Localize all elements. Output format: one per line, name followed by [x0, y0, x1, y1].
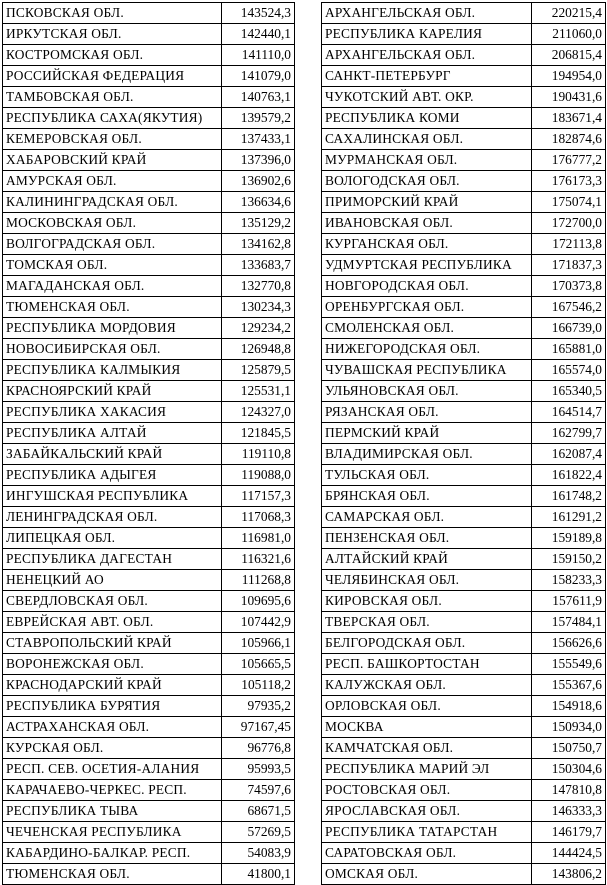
table-row: [322, 234, 606, 255]
table-row: [322, 24, 606, 45]
region-name-cell: ОМСКАЯ ОБЛ.: [322, 864, 532, 885]
region-name-cell: ЧУКОТСКИЙ АВТ. ОКР.: [322, 87, 532, 108]
region-name-cell: ИНГУШСКАЯ РЕСПУБЛИКА: [3, 486, 222, 507]
table-row: [322, 45, 606, 66]
table-row: [322, 171, 606, 192]
table-row: [3, 66, 295, 87]
table-row: [3, 507, 295, 528]
region-name-cell: ВОЛОГОДСКАЯ ОБЛ.: [322, 171, 532, 192]
table-row: [3, 822, 295, 843]
table-row: [3, 255, 295, 276]
table-row: [322, 66, 606, 87]
region-value-cell: 95993,5: [222, 759, 295, 780]
region-value-cell: 130234,3: [222, 297, 295, 318]
region-name-cell: ТОМСКАЯ ОБЛ.: [3, 255, 222, 276]
table-row: [3, 192, 295, 213]
table-row: [3, 129, 295, 150]
region-value-cell: 116321,6: [222, 549, 295, 570]
region-name-cell: ЧЕЧЕНСКАЯ РЕСПУБЛИКА: [3, 822, 222, 843]
region-value-cell: 121845,5: [222, 423, 295, 444]
region-value-cell: 132770,8: [222, 276, 295, 297]
region-name-cell: САНКТ-ПЕТЕРБУРГ: [322, 66, 532, 87]
region-value-cell: 158233,3: [532, 570, 606, 591]
table-row: [3, 612, 295, 633]
region-value-cell: 141079,0: [222, 66, 295, 87]
region-value-cell: 150934,0: [532, 717, 606, 738]
region-name-cell: РЕСПУБЛИКА САХА(ЯКУТИЯ): [3, 108, 222, 129]
region-value-cell: 97167,45: [222, 717, 295, 738]
region-value-cell: 171837,3: [532, 255, 606, 276]
region-value-cell: 182874,6: [532, 129, 606, 150]
region-value-cell: 190431,6: [532, 87, 606, 108]
table-row: [322, 255, 606, 276]
region-value-cell: 143524,3: [222, 3, 295, 24]
region-value-cell: 129234,2: [222, 318, 295, 339]
region-value-cell: 119088,0: [222, 465, 295, 486]
region-name-cell: ОРЛОВСКАЯ ОБЛ.: [322, 696, 532, 717]
region-value-cell: 220215,4: [532, 3, 606, 24]
region-value-cell: 161748,2: [532, 486, 606, 507]
region-name-cell: КОСТРОМСКАЯ ОБЛ.: [3, 45, 222, 66]
table-row: [322, 360, 606, 381]
table-row: [3, 213, 295, 234]
table-row: [3, 87, 295, 108]
region-value-cell: 164514,7: [532, 402, 606, 423]
region-name-cell: РЕСПУБЛИКА АЛТАЙ: [3, 423, 222, 444]
region-name-cell: АРХАНГЕЛЬСКАЯ ОБЛ.: [322, 45, 532, 66]
table-row: [322, 612, 606, 633]
region-value-cell: 166739,0: [532, 318, 606, 339]
region-name-cell: РЕСПУБЛИКА КАРЕЛИЯ: [322, 24, 532, 45]
region-name-cell: БРЯНСКАЯ ОБЛ.: [322, 486, 532, 507]
region-value-cell: 68671,5: [222, 801, 295, 822]
table-row: [3, 759, 295, 780]
table-row: [322, 717, 606, 738]
region-value-cell: 116981,0: [222, 528, 295, 549]
region-name-cell: КАБАРДИНО-БАЛКАР. РЕСП.: [3, 843, 222, 864]
region-value-cell: 176777,2: [532, 150, 606, 171]
table-row: [322, 318, 606, 339]
region-value-cell: 124327,0: [222, 402, 295, 423]
region-name-cell: ТУЛЬСКАЯ ОБЛ.: [322, 465, 532, 486]
region-name-cell: РЕСП. БАШКОРТОСТАН: [322, 654, 532, 675]
region-value-cell: 135129,2: [222, 213, 295, 234]
region-name-cell: РЯЗАНСКАЯ ОБЛ.: [322, 402, 532, 423]
table-row: [322, 87, 606, 108]
table-row: [3, 402, 295, 423]
region-name-cell: СВЕРДЛОВСКАЯ ОБЛ.: [3, 591, 222, 612]
table-row: [3, 45, 295, 66]
region-value-cell: 172113,8: [532, 234, 606, 255]
region-value-cell: 133683,7: [222, 255, 295, 276]
region-name-cell: АРХАНГЕЛЬСКАЯ ОБЛ.: [322, 3, 532, 24]
table-row: [322, 129, 606, 150]
region-value-cell: 155367,6: [532, 675, 606, 696]
table-row: [3, 276, 295, 297]
region-value-cell: 125879,5: [222, 360, 295, 381]
region-name-cell: САРАТОВСКАЯ ОБЛ.: [322, 843, 532, 864]
table-row: [3, 234, 295, 255]
region-name-cell: КИРОВСКАЯ ОБЛ.: [322, 591, 532, 612]
region-value-cell: 109695,6: [222, 591, 295, 612]
region-value-cell: 161822,4: [532, 465, 606, 486]
region-value-cell: 161291,2: [532, 507, 606, 528]
region-name-cell: РОСТОВСКАЯ ОБЛ.: [322, 780, 532, 801]
region-name-cell: РЕСПУБЛИКА БУРЯТИЯ: [3, 696, 222, 717]
region-value-cell: 146333,3: [532, 801, 606, 822]
region-value-cell: 144424,5: [532, 843, 606, 864]
table-row: [322, 822, 606, 843]
region-value-cell: 165881,0: [532, 339, 606, 360]
table-row: [3, 780, 295, 801]
region-value-cell: 125531,1: [222, 381, 295, 402]
table-row: [3, 318, 295, 339]
table-row: [3, 633, 295, 654]
region-value-cell: 136902,6: [222, 171, 295, 192]
region-name-cell: АМУРСКАЯ ОБЛ.: [3, 171, 222, 192]
region-name-cell: ХАБАРОВСКИЙ КРАЙ: [3, 150, 222, 171]
table-row: [3, 654, 295, 675]
region-value-cell: 211060,0: [532, 24, 606, 45]
region-value-cell: 137433,1: [222, 129, 295, 150]
region-value-cell: 117068,3: [222, 507, 295, 528]
region-name-cell: РЕСПУБЛИКА ХАКАСИЯ: [3, 402, 222, 423]
region-value-cell: 206815,4: [532, 45, 606, 66]
region-name-cell: ЛИПЕЦКАЯ ОБЛ.: [3, 528, 222, 549]
region-name-cell: ЗАБАЙКАЛЬСКИЙ КРАЙ: [3, 444, 222, 465]
region-name-cell: СТАВРОПОЛЬСКИЙ КРАЙ: [3, 633, 222, 654]
region-name-cell: КАЛУЖСКАЯ ОБЛ.: [322, 675, 532, 696]
table-row: [3, 24, 295, 45]
region-name-cell: КАЛИНИНГРАДСКАЯ ОБЛ.: [3, 192, 222, 213]
region-value-cell: 159189,8: [532, 528, 606, 549]
region-value-cell: 157611,9: [532, 591, 606, 612]
region-name-cell: РЕСП. СЕВ. ОСЕТИЯ-АЛАНИЯ: [3, 759, 222, 780]
region-value-cell: 172700,0: [532, 213, 606, 234]
table-row: [3, 339, 295, 360]
region-name-cell: ИРКУТСКАЯ ОБЛ.: [3, 24, 222, 45]
region-value-cell: 150304,6: [532, 759, 606, 780]
table-row: [322, 654, 606, 675]
region-table-right: [321, 2, 606, 885]
table-row: [3, 108, 295, 129]
region-value-cell: 157484,1: [532, 612, 606, 633]
table-row: [322, 3, 606, 24]
region-value-cell: 139579,2: [222, 108, 295, 129]
region-name-cell: КАМЧАТСКАЯ ОБЛ.: [322, 738, 532, 759]
table-row: [3, 801, 295, 822]
region-value-cell: 146179,7: [532, 822, 606, 843]
region-value-cell: 167546,2: [532, 297, 606, 318]
table-row: [3, 738, 295, 759]
region-value-cell: 134162,8: [222, 234, 295, 255]
table-row: [3, 717, 295, 738]
region-name-cell: ИВАНОВСКАЯ ОБЛ.: [322, 213, 532, 234]
region-value-cell: 143806,2: [532, 864, 606, 885]
region-name-cell: ВОЛГОГРАДСКАЯ ОБЛ.: [3, 234, 222, 255]
region-value-cell: 176173,3: [532, 171, 606, 192]
region-name-cell: ЛЕНИНГРАДСКАЯ ОБЛ.: [3, 507, 222, 528]
region-name-cell: ПЕНЗЕНСКАЯ ОБЛ.: [322, 528, 532, 549]
region-name-cell: ЯРОСЛАВСКАЯ ОБЛ.: [322, 801, 532, 822]
region-value-cell: 170373,8: [532, 276, 606, 297]
region-value-cell: 126948,8: [222, 339, 295, 360]
region-name-cell: АЛТАЙСКИЙ КРАЙ: [322, 549, 532, 570]
table-row: [322, 759, 606, 780]
region-value-cell: 141110,0: [222, 45, 295, 66]
table-row: [3, 591, 295, 612]
region-name-cell: ПСКОВСКАЯ ОБЛ.: [3, 3, 222, 24]
table-row: [3, 150, 295, 171]
region-value-cell: 156626,6: [532, 633, 606, 654]
region-name-cell: НОВОСИБИРСКАЯ ОБЛ.: [3, 339, 222, 360]
region-name-cell: МОСКВА: [322, 717, 532, 738]
table-row: [3, 3, 295, 24]
region-name-cell: УЛЬЯНОВСКАЯ ОБЛ.: [322, 381, 532, 402]
table-row: [322, 591, 606, 612]
table-row: [3, 360, 295, 381]
table-row: [322, 549, 606, 570]
region-value-cell: 162087,4: [532, 444, 606, 465]
region-value-cell: 57269,5: [222, 822, 295, 843]
region-value-cell: 147810,8: [532, 780, 606, 801]
region-name-cell: ВЛАДИМИРСКАЯ ОБЛ.: [322, 444, 532, 465]
region-name-cell: САМАРСКАЯ ОБЛ.: [322, 507, 532, 528]
region-value-cell: 105966,1: [222, 633, 295, 654]
region-value-cell: 119110,8: [222, 444, 295, 465]
region-value-cell: 137396,0: [222, 150, 295, 171]
table-row: [322, 213, 606, 234]
region-value-cell: 54083,9: [222, 843, 295, 864]
region-name-cell: КРАСНОЯРСКИЙ КРАЙ: [3, 381, 222, 402]
region-name-cell: МУРМАНСКАЯ ОБЛ.: [322, 150, 532, 171]
region-name-cell: САХАЛИНСКАЯ ОБЛ.: [322, 129, 532, 150]
table-row: [3, 675, 295, 696]
region-value-cell: 111268,8: [222, 570, 295, 591]
region-value-cell: 96776,8: [222, 738, 295, 759]
table-row: [322, 570, 606, 591]
region-name-cell: ПРИМОРСКИЙ КРАЙ: [322, 192, 532, 213]
region-name-cell: ТЮМЕНСКАЯ ОБЛ.: [3, 864, 222, 885]
table-row: [322, 486, 606, 507]
table-row: [322, 465, 606, 486]
table-row: [3, 528, 295, 549]
region-name-cell: КУРГАНСКАЯ ОБЛ.: [322, 234, 532, 255]
table-row: [322, 843, 606, 864]
region-name-cell: ТВЕРСКАЯ ОБЛ.: [322, 612, 532, 633]
table-row: [322, 780, 606, 801]
region-value-cell: 136634,6: [222, 192, 295, 213]
region-value-cell: 162799,7: [532, 423, 606, 444]
region-name-cell: СМОЛЕНСКАЯ ОБЛ.: [322, 318, 532, 339]
table-row: [322, 108, 606, 129]
table-row: [322, 423, 606, 444]
region-name-cell: КАРАЧАЕВО-ЧЕРКЕС. РЕСП.: [3, 780, 222, 801]
region-table-left: [2, 2, 295, 885]
region-name-cell: МОСКОВСКАЯ ОБЛ.: [3, 213, 222, 234]
table-row: [322, 276, 606, 297]
region-name-cell: ЧЕЛЯБИНСКАЯ ОБЛ.: [322, 570, 532, 591]
region-value-cell: 165574,0: [532, 360, 606, 381]
table-row: [3, 843, 295, 864]
table-row: [3, 864, 295, 885]
region-value-cell: 97935,2: [222, 696, 295, 717]
table-row: [322, 801, 606, 822]
region-name-cell: РЕСПУБЛИКА МОРДОВИЯ: [3, 318, 222, 339]
region-value-cell: 142440,1: [222, 24, 295, 45]
table-row: [3, 696, 295, 717]
region-name-cell: ОРЕНБУРГСКАЯ ОБЛ.: [322, 297, 532, 318]
region-value-cell: 105118,2: [222, 675, 295, 696]
region-name-cell: РЕСПУБЛИКА АДЫГЕЯ: [3, 465, 222, 486]
region-name-cell: РЕСПУБЛИКА МАРИЙ ЭЛ: [322, 759, 532, 780]
table-row: [322, 444, 606, 465]
region-value-cell: 117157,3: [222, 486, 295, 507]
table-row: [322, 192, 606, 213]
region-name-cell: РЕСПУБЛИКА ТЫВА: [3, 801, 222, 822]
table-row: [3, 171, 295, 192]
region-name-cell: ТЮМЕНСКАЯ ОБЛ.: [3, 297, 222, 318]
table-body-right: [322, 3, 606, 885]
region-name-cell: НОВГОРОДСКАЯ ОБЛ.: [322, 276, 532, 297]
region-value-cell: 183671,4: [532, 108, 606, 129]
table-row: [3, 486, 295, 507]
table-row: [322, 339, 606, 360]
region-name-cell: НИЖЕГОРОДСКАЯ ОБЛ.: [322, 339, 532, 360]
table-row: [3, 444, 295, 465]
region-name-cell: КУРСКАЯ ОБЛ.: [3, 738, 222, 759]
region-name-cell: МАГАДАНСКАЯ ОБЛ.: [3, 276, 222, 297]
region-value-cell: 175074,1: [532, 192, 606, 213]
region-name-cell: ВОРОНЕЖСКАЯ ОБЛ.: [3, 654, 222, 675]
region-value-cell: 159150,2: [532, 549, 606, 570]
region-name-cell: КРАСНОДАРСКИЙ КРАЙ: [3, 675, 222, 696]
region-name-cell: БЕЛГОРОДСКАЯ ОБЛ.: [322, 633, 532, 654]
table-row: [322, 633, 606, 654]
region-value-cell: 41800,1: [222, 864, 295, 885]
table-row: [3, 570, 295, 591]
table-row: [3, 297, 295, 318]
table-body-left: [3, 3, 295, 885]
region-name-cell: ТАМБОВСКАЯ ОБЛ.: [3, 87, 222, 108]
region-name-cell: ЧУВАШСКАЯ РЕСПУБЛИКА: [322, 360, 532, 381]
region-name-cell: РЕСПУБЛИКА ДАГЕСТАН: [3, 549, 222, 570]
region-name-cell: ПЕРМСКИЙ КРАЙ: [322, 423, 532, 444]
table-row: [322, 864, 606, 885]
table-row: [322, 297, 606, 318]
region-value-cell: 155549,6: [532, 654, 606, 675]
region-value-cell: 150750,7: [532, 738, 606, 759]
table-row: [322, 528, 606, 549]
table-row: [322, 507, 606, 528]
table-row: [322, 738, 606, 759]
region-value-cell: 194954,0: [532, 66, 606, 87]
region-value-cell: 107442,9: [222, 612, 295, 633]
region-value-cell: 74597,6: [222, 780, 295, 801]
table-row: [322, 402, 606, 423]
region-name-cell: АСТРАХАНСКАЯ ОБЛ.: [3, 717, 222, 738]
region-value-cell: 154918,6: [532, 696, 606, 717]
table-row: [3, 465, 295, 486]
region-name-cell: РЕСПУБЛИКА КОМИ: [322, 108, 532, 129]
region-name-cell: УДМУРТСКАЯ РЕСПУБЛИКА: [322, 255, 532, 276]
region-name-cell: ЕВРЕЙСКАЯ АВТ. ОБЛ.: [3, 612, 222, 633]
table-row: [3, 381, 295, 402]
table-row: [322, 696, 606, 717]
table-row: [3, 549, 295, 570]
region-name-cell: НЕНЕЦКИЙ АО: [3, 570, 222, 591]
table-row: [322, 150, 606, 171]
table-row: [322, 675, 606, 696]
region-value-cell: 105665,5: [222, 654, 295, 675]
region-name-cell: РЕСПУБЛИКА ТАТАРСТАН: [322, 822, 532, 843]
region-value-cell: 165340,5: [532, 381, 606, 402]
table-row: [3, 423, 295, 444]
table-row: [322, 381, 606, 402]
region-name-cell: РОССИЙСКАЯ ФЕДЕРАЦИЯ: [3, 66, 222, 87]
region-name-cell: КЕМЕРОВСКАЯ ОБЛ.: [3, 129, 222, 150]
region-value-cell: 140763,1: [222, 87, 295, 108]
region-name-cell: РЕСПУБЛИКА КАЛМЫКИЯ: [3, 360, 222, 381]
